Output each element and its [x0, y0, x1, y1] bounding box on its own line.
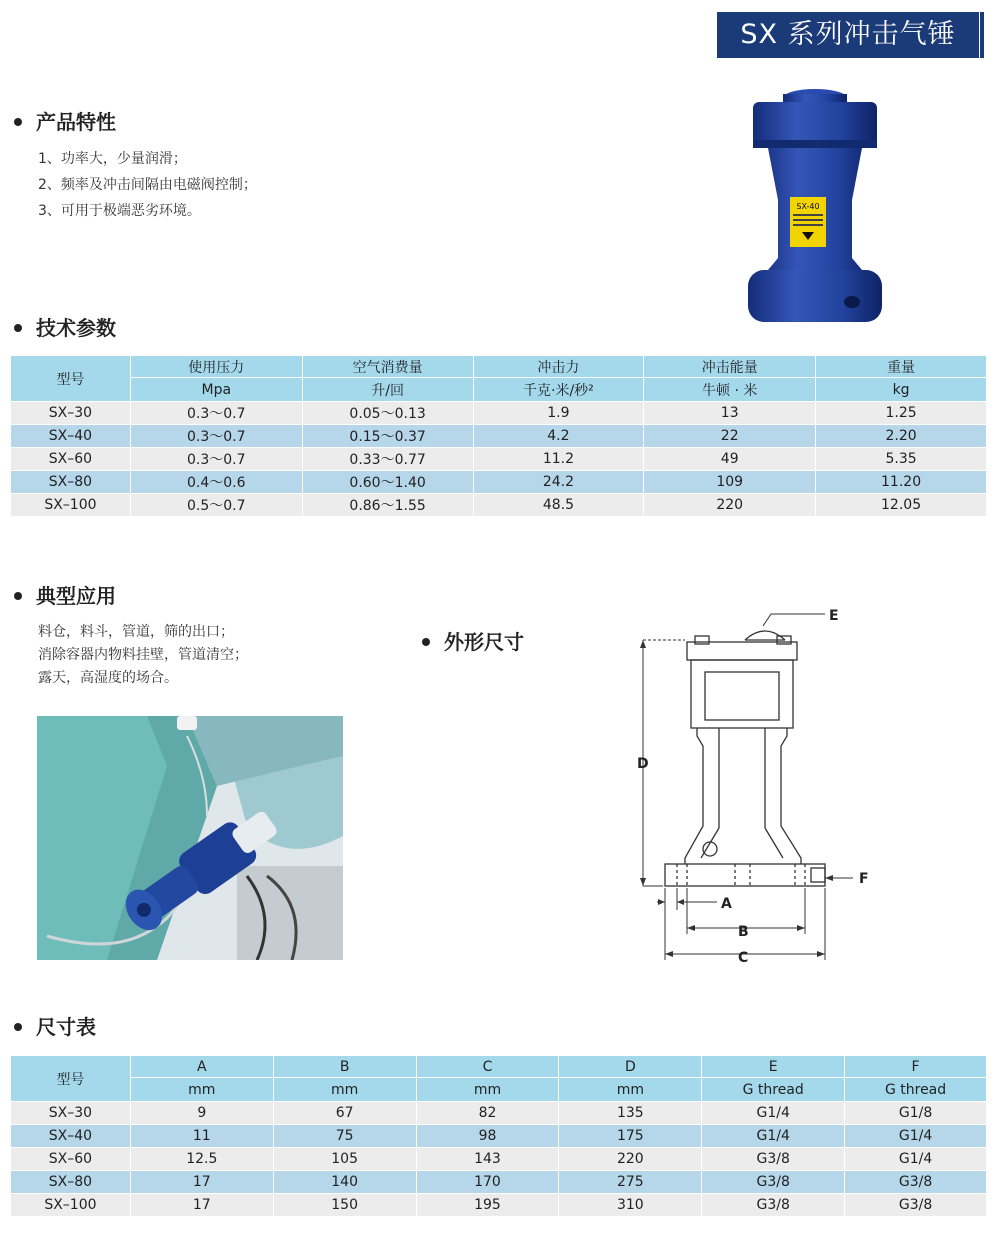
table-cell: 49 [644, 448, 816, 471]
table-cell: SX–60 [11, 1148, 131, 1171]
features-heading [14, 106, 116, 135]
table-unit: Mpa [130, 378, 302, 402]
tech-heading [14, 312, 116, 341]
dim-label-c: C [738, 950, 749, 966]
table-unit: mm [416, 1078, 559, 1102]
table-unit: G thread [702, 1078, 845, 1102]
table-cell: 22 [644, 425, 816, 448]
product-label-text: SX-40 [796, 202, 820, 211]
table-cell: 135 [559, 1102, 702, 1125]
tech-table [10, 355, 987, 517]
list-item: 3、可用于极端恶劣环境。 [38, 203, 201, 219]
bullet-icon [14, 592, 22, 600]
table-cell: G3/8 [845, 1194, 987, 1217]
table-header: 空气消费量 [302, 356, 473, 378]
table-header: A [130, 1056, 273, 1078]
table-cell: 12.05 [816, 494, 987, 517]
table-unit: kg [816, 378, 987, 402]
list-item: 料仓，料斗，管道，筛的出口； [38, 624, 234, 640]
dim-label-a: A [721, 896, 732, 912]
table-cell: SX–100 [11, 1194, 131, 1217]
table-cell: SX–30 [11, 1102, 131, 1125]
table-row [11, 1171, 987, 1194]
dims-heading-text: 尺寸表 [36, 1015, 96, 1039]
table-cell: 11 [130, 1125, 273, 1148]
table-cell: G1/4 [845, 1125, 987, 1148]
table-cell: 220 [559, 1148, 702, 1171]
table-cell: 1.25 [816, 402, 987, 425]
table-cell: 98 [416, 1125, 559, 1148]
table-header: 冲击力 [473, 356, 644, 378]
table-cell: 12.5 [130, 1148, 273, 1171]
table-row [11, 471, 987, 494]
table-row [11, 402, 987, 425]
table-header: 冲击能量 [644, 356, 816, 378]
features-heading-text: 产品特性 [36, 110, 116, 134]
application-list [38, 621, 248, 690]
list-item: 2、频率及冲击间隔由电磁阀控制； [38, 177, 257, 193]
table-header: D [559, 1056, 702, 1078]
table-unit: 千克·米/秒² [473, 378, 644, 402]
table-header: 重量 [816, 356, 987, 378]
table-unit: mm [273, 1078, 416, 1102]
table-cell: 4.2 [473, 425, 644, 448]
table-row [11, 1125, 987, 1148]
table-cell: G1/4 [845, 1148, 987, 1171]
dim-label-b: B [738, 924, 749, 940]
table-cell: 195 [416, 1194, 559, 1217]
table-cell: 220 [644, 494, 816, 517]
table-cell: 17 [130, 1194, 273, 1217]
table-cell: 109 [644, 471, 816, 494]
table-cell: 310 [559, 1194, 702, 1217]
table-cell: 0.4～0.6 [130, 471, 302, 494]
table-cell: 0.15～0.37 [302, 425, 473, 448]
outline-heading-text: 外形尺寸 [444, 630, 524, 654]
table-cell: SX–40 [11, 1125, 131, 1148]
table-cell: 5.35 [816, 448, 987, 471]
application-photo [37, 716, 343, 960]
table-cell: 67 [273, 1102, 416, 1125]
features-list [38, 146, 257, 224]
table-header: C [416, 1056, 559, 1078]
list-item: 露天，高湿度的场合。 [38, 670, 178, 686]
bullet-icon [14, 118, 22, 126]
banner-edge [980, 12, 984, 58]
dim-label-f: F [859, 871, 869, 887]
table-cell: 140 [273, 1171, 416, 1194]
table-cell: 0.5～0.7 [130, 494, 302, 517]
table-cell: 0.86～1.55 [302, 494, 473, 517]
table-header: 使用压力 [130, 356, 302, 378]
table-unit: mm [559, 1078, 702, 1102]
list-item: 1、功率大，少量润滑； [38, 151, 187, 167]
table-cell: 275 [559, 1171, 702, 1194]
table-cell: 48.5 [473, 494, 644, 517]
table-cell: G1/8 [845, 1102, 987, 1125]
outline-heading [422, 626, 524, 655]
table-cell: 1.9 [473, 402, 644, 425]
table-cell: SX–80 [11, 1171, 131, 1194]
table-row [11, 494, 987, 517]
table-unit: 牛顿 · 米 [644, 378, 816, 402]
table-cell: SX–100 [11, 494, 131, 517]
bullet-icon [14, 324, 22, 332]
table-unit: G thread [845, 1078, 987, 1102]
table-row [11, 1102, 987, 1125]
table-cell: 0.60～1.40 [302, 471, 473, 494]
table-cell: 175 [559, 1125, 702, 1148]
table-cell: 170 [416, 1171, 559, 1194]
table-header: 型号 [11, 356, 131, 402]
table-cell: 2.20 [816, 425, 987, 448]
dim-label-d: D [637, 756, 649, 772]
table-cell: 0.3～0.7 [130, 425, 302, 448]
table-cell: 9 [130, 1102, 273, 1125]
table-row [11, 425, 987, 448]
page-title-banner: SX 系列冲击气锤 [717, 12, 979, 58]
table-cell: 0.05～0.13 [302, 402, 473, 425]
table-cell: G3/8 [845, 1171, 987, 1194]
dims-table [10, 1055, 987, 1217]
table-row [11, 1148, 987, 1171]
table-cell: 0.3～0.7 [130, 448, 302, 471]
table-cell: G3/8 [702, 1148, 845, 1171]
table-cell: G1/4 [702, 1102, 845, 1125]
table-cell: SX–80 [11, 471, 131, 494]
table-cell: 82 [416, 1102, 559, 1125]
application-heading [14, 580, 116, 609]
table-cell: 17 [130, 1171, 273, 1194]
table-row [11, 448, 987, 471]
dims-heading [14, 1011, 96, 1040]
outline-drawing [625, 596, 885, 968]
table-cell: 11.2 [473, 448, 644, 471]
table-row [11, 1194, 987, 1217]
bullet-icon [14, 1023, 22, 1031]
table-cell: 150 [273, 1194, 416, 1217]
dim-label-e: E [829, 608, 839, 624]
table-unit: mm [130, 1078, 273, 1102]
table-cell: 143 [416, 1148, 559, 1171]
table-cell: SX–40 [11, 425, 131, 448]
table-cell: SX–60 [11, 448, 131, 471]
table-cell: G3/8 [702, 1194, 845, 1217]
table-unit: 升/回 [302, 378, 473, 402]
table-header: E [702, 1056, 845, 1078]
table-cell: G3/8 [702, 1171, 845, 1194]
table-cell: 105 [273, 1148, 416, 1171]
table-cell: 0.3～0.7 [130, 402, 302, 425]
tech-heading-text: 技术参数 [36, 316, 116, 340]
table-cell: 11.20 [816, 471, 987, 494]
product-image [740, 82, 890, 334]
table-cell: 13 [644, 402, 816, 425]
table-header: F [845, 1056, 987, 1078]
table-cell: 24.2 [473, 471, 644, 494]
table-cell: 75 [273, 1125, 416, 1148]
bullet-icon [422, 638, 430, 646]
table-header: 型号 [11, 1056, 131, 1102]
application-heading-text: 典型应用 [36, 584, 116, 608]
table-cell: G1/4 [702, 1125, 845, 1148]
table-header: B [273, 1056, 416, 1078]
table-cell: SX–30 [11, 402, 131, 425]
list-item: 消除容器内物料挂壁，管道清空； [38, 647, 248, 663]
table-cell: 0.33～0.77 [302, 448, 473, 471]
